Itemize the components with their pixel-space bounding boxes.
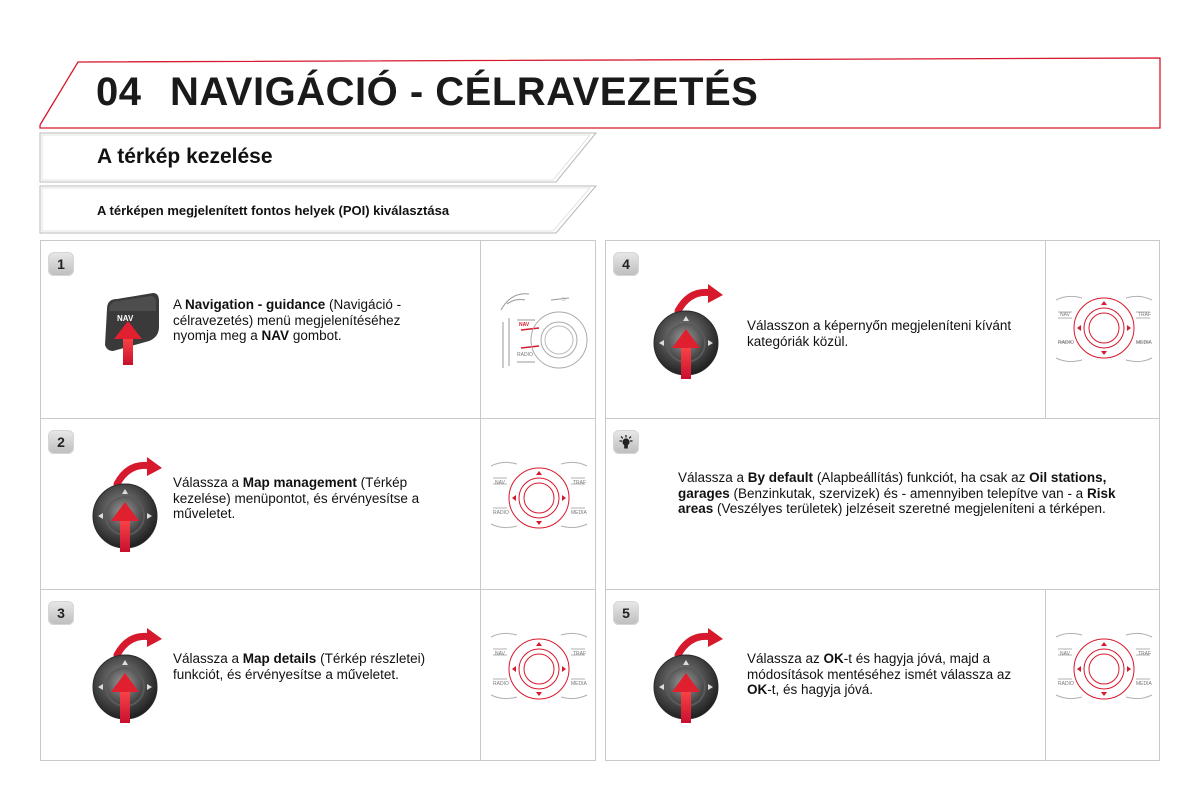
step-5-panel xyxy=(605,589,1160,761)
step-1-text: A Navigation - guidance (Navigáció - célravezetés) menü megjelenítéséhez nyomja meg a NAV gombot. xyxy=(173,297,402,343)
svg-text:RADIO: RADIO xyxy=(1058,681,1074,687)
tip-panel xyxy=(605,418,1160,590)
svg-text:MEDIA: MEDIA xyxy=(1136,340,1152,346)
svg-text:MEDIA: MEDIA xyxy=(571,681,587,687)
tip-badge xyxy=(613,430,639,454)
step-badge: 2 xyxy=(48,430,74,454)
lightbulb-icon xyxy=(618,434,634,450)
nav-button-label: NAV xyxy=(117,314,134,323)
svg-text:NAV: NAV xyxy=(1060,651,1070,657)
step-1-image xyxy=(480,240,597,419)
chapter-title: NAVIGÁCIÓ - CÉLRAVEZETÉS xyxy=(170,70,759,114)
step-5-image xyxy=(1045,589,1162,761)
rotary-knob-icon xyxy=(648,625,728,735)
control-panel-illustration xyxy=(481,589,597,761)
panel-radio-label: RADIO xyxy=(517,352,533,358)
chapter-number: 04 xyxy=(96,70,142,114)
svg-text:NAV: NAV xyxy=(495,480,505,486)
panel-nav-label: NAV xyxy=(519,322,530,328)
rotary-knob-icon xyxy=(648,281,728,391)
svg-text:TRAF: TRAF xyxy=(1138,651,1152,657)
subsection-title: A térképen megjelenített fontos helyek (POI) kiválasztása xyxy=(97,203,450,218)
svg-text:RADIO: RADIO xyxy=(493,510,509,516)
svg-text:MEDIA: MEDIA xyxy=(571,510,587,516)
svg-text:NAV: NAV xyxy=(495,651,505,657)
svg-text:⊃: ⊃ xyxy=(561,297,567,303)
nav-button-icon xyxy=(97,291,167,371)
section-title: A térkép kezelése xyxy=(97,145,273,168)
step-3-panel xyxy=(40,589,596,761)
svg-text:NAV: NAV xyxy=(1060,312,1070,318)
step-4-image xyxy=(1045,240,1162,419)
svg-text:MEDIA: MEDIA xyxy=(1136,681,1152,687)
step-5-text: Válassza az OK-t és hagyja jóvá, majd a módosítások mentéséhez ismét válassza az OK-t, és hagyja jóvá. xyxy=(747,651,1012,697)
svg-text:RADIO: RADIO xyxy=(1058,340,1074,346)
step-1-panel xyxy=(40,240,596,419)
control-panel-illustration xyxy=(481,418,597,590)
step-3-image xyxy=(480,589,597,761)
step-2-panel xyxy=(40,418,596,590)
step-badge: 4 xyxy=(613,252,639,276)
step-2-image xyxy=(480,418,597,590)
tip-text: Válassza a By default (Alapbeállítás) funkciót, ha csak az Oil stations, garages (Benzinkutak, szervizek) és - amennyiben telepítve van - a Risk areas (Veszélyes területek) jelzéseit szeretné megjeleníteni a térképen. xyxy=(678,470,1116,516)
step-2-text: Válassza a Map management (Térkép kezelése) menüpontot, és érvényesítse a műveletet. xyxy=(173,475,420,521)
svg-text:TRAF: TRAF xyxy=(1138,312,1152,318)
step-badge: 5 xyxy=(613,601,639,625)
step-4-text: Válasszon a képernyőn megjeleníteni kívánt kategóriák közül. xyxy=(747,318,1012,349)
svg-text:TRAF: TRAF xyxy=(573,651,587,657)
step-badge: 3 xyxy=(48,601,74,625)
svg-text:RADIO: RADIO xyxy=(493,681,509,687)
control-panel-illustration xyxy=(1046,240,1162,419)
svg-text:TRAF: TRAF xyxy=(573,480,587,486)
rotary-knob-icon xyxy=(87,625,167,735)
step-4-panel xyxy=(605,240,1160,419)
control-panel-illustration xyxy=(1046,589,1162,761)
rotary-knob-icon xyxy=(87,454,167,564)
step-3-text: Válassza a Map details (Térkép részletei) funkciót, és érvényesítse a műveletet. xyxy=(173,651,426,682)
step-badge: 1 xyxy=(48,252,74,276)
